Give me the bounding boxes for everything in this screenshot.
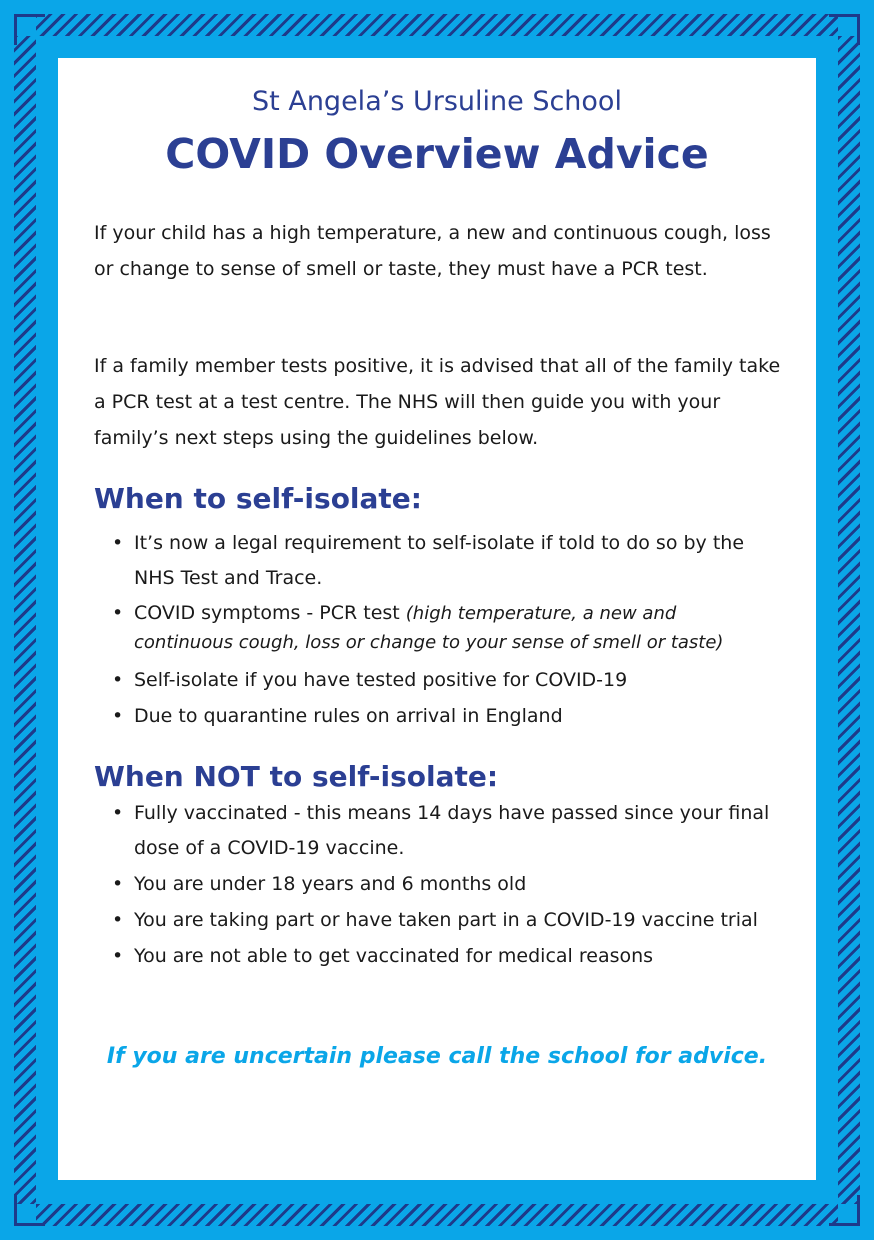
list-item-text: Due to quarantine rules on arrival in England [134, 705, 563, 727]
when-to-isolate-list [110, 526, 770, 735]
list-item [110, 903, 770, 938]
corner-bracket-top-right [829, 14, 860, 45]
list-item [110, 796, 770, 866]
list-item [110, 939, 770, 974]
when-to-isolate-heading: When to self-isolate: [94, 482, 422, 515]
list-item [110, 699, 770, 734]
list-item-text: Self-isolate if you have tested positive for COVID-19 [134, 669, 628, 691]
list-item-text: COVID symptoms - PCR test [134, 602, 406, 624]
intro-paragraph-2: If a family member tests positive, it is advised that all of the family take a PCR test at a test centre. The NHS will then guide you with your family’s next steps using the guidelines below. [94, 355, 781, 449]
border-hatch-left [14, 36, 36, 1204]
page-title: COVID Overview Advice [165, 130, 709, 178]
list-item-note: (high temperature, a new and continuous cough, loss or change to your sense of smell or taste) [134, 603, 724, 653]
bullet-icon: • [112, 945, 124, 967]
bullet-icon: • [112, 532, 124, 554]
list-item-text: Fully vaccinated - this means 14 days have passed since your final dose of a COVID-19 vaccine. [134, 802, 770, 859]
corner-bracket-bottom-left [14, 1195, 45, 1226]
border-hatch-top [36, 14, 838, 36]
bullet-icon: • [112, 669, 124, 691]
border-hatch-bottom [36, 1204, 838, 1226]
corner-bracket-bottom-right [829, 1195, 860, 1226]
list-item-text: You are under 18 years and 6 months old [134, 873, 527, 895]
list-item [110, 867, 770, 902]
corner-bracket-top-left [14, 14, 45, 45]
school-name: St Angela’s Ursuline School [252, 86, 622, 117]
bullet-icon: • [112, 873, 124, 895]
bullet-icon: • [112, 602, 124, 624]
list-item-text: You are taking part or have taken part in a COVID-19 vaccine trial [134, 909, 758, 931]
list-item [110, 599, 770, 657]
list-item [110, 663, 770, 698]
bullet-icon: • [112, 802, 124, 824]
bullet-icon: • [112, 705, 124, 727]
when-not-to-isolate-heading: When NOT to self-isolate: [94, 760, 499, 793]
bullet-icon: • [112, 909, 124, 931]
list-item-text: You are not able to get vaccinated for medical reasons [134, 945, 654, 967]
list-item-text: It’s now a legal requirement to self-isolate if told to do so by the NHS Test and Trace. [134, 532, 745, 589]
footer-advice-note: If you are uncertain please call the school for advice. [106, 1044, 768, 1069]
when-not-to-isolate-list [110, 796, 770, 975]
border-hatch-right [838, 36, 860, 1204]
list-item [110, 526, 770, 596]
intro-paragraph-1: If your child has a high temperature, a new and continuous cough, loss or change to sense of smell or taste, they must have a PCR test. [94, 222, 771, 280]
content-panel [58, 58, 816, 1180]
